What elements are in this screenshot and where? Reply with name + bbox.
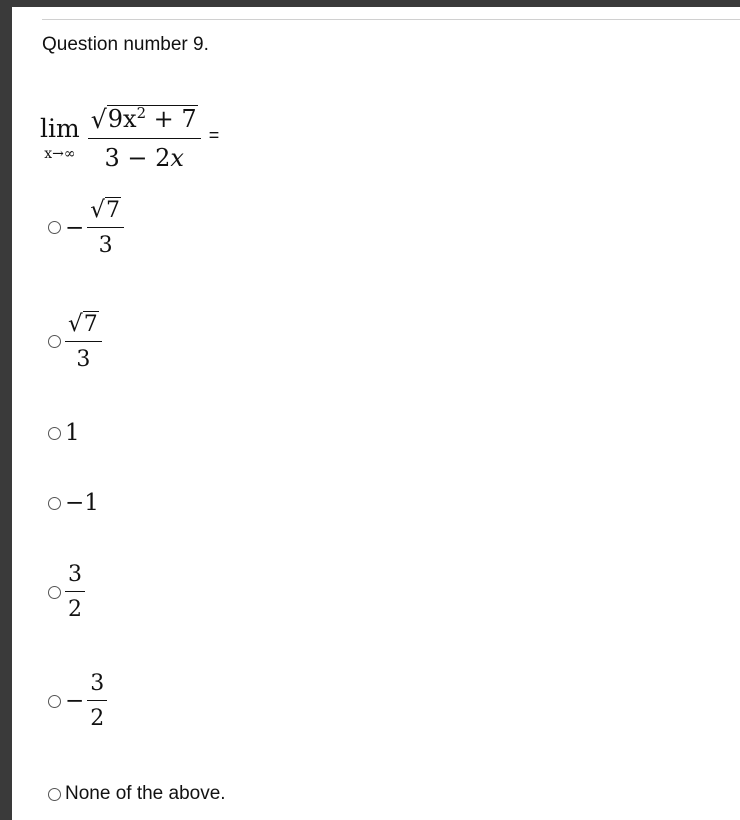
option-value: −1 [65,490,99,516]
square-root [90,197,121,222]
fraction-denominator [101,139,186,172]
radicand-base: 9x [107,105,137,133]
window-frame-top [0,0,740,7]
option-text: None of the above. [65,783,226,804]
square-root [91,105,198,132]
radio-button[interactable] [48,335,61,348]
square-root [68,311,99,336]
denominator-var: x [170,143,184,172]
option-value: 1 [65,420,80,446]
option-neg-sqrt7-over-3[interactable] [48,197,124,258]
question-page [12,7,740,820]
radical-sign: √ [90,104,107,134]
option-neg-1[interactable] [48,490,99,516]
equals-sign: = [208,124,220,145]
option-neg-3-over-2[interactable] [48,671,107,731]
radicand: 7 [106,198,120,223]
option-3-over-2[interactable] [48,562,85,622]
option-sqrt7-over-3[interactable] [48,311,102,372]
option-denominator: 3 [76,347,91,372]
option-denominator: 2 [68,597,82,622]
radical-sign: √ [90,197,105,223]
question-fraction [88,105,201,172]
option-numerator [87,197,124,227]
option-denominator: 3 [98,233,113,258]
option-1[interactable] [48,420,80,446]
option-sign: − [65,214,85,241]
radio-button[interactable] [48,427,61,440]
radio-button[interactable] [48,788,61,801]
radio-button[interactable] [48,586,61,599]
question-title: Question number 9. [42,34,209,55]
option-sign: − [65,688,85,714]
radio-button[interactable] [48,497,61,510]
option-fraction [65,562,85,622]
radicand-exponent: 2 [136,104,147,123]
option-fraction [87,197,124,258]
radical-sign: √ [68,311,83,337]
question-expression [40,105,219,172]
radio-button[interactable] [48,221,61,234]
fraction-numerator [88,105,201,138]
window-frame-left [0,0,12,820]
limit-word: lim [40,113,80,143]
radicand: 7 [83,312,98,337]
option-numerator [65,311,102,341]
radio-button[interactable] [48,695,61,708]
option-fraction [87,671,107,731]
divider [42,19,740,20]
radicand [107,105,198,132]
option-denominator: 2 [90,706,105,731]
option-numerator: 3 [68,562,82,587]
radicand-rest: + 7 [146,105,197,133]
option-numerator: 3 [90,671,105,696]
limit-operator [40,113,80,162]
limit-subscript: x→∞ [44,145,76,162]
option-fraction [65,311,102,372]
denominator-const: 3 − 2 [104,143,171,172]
option-none-of-the-above[interactable] [48,783,226,805]
